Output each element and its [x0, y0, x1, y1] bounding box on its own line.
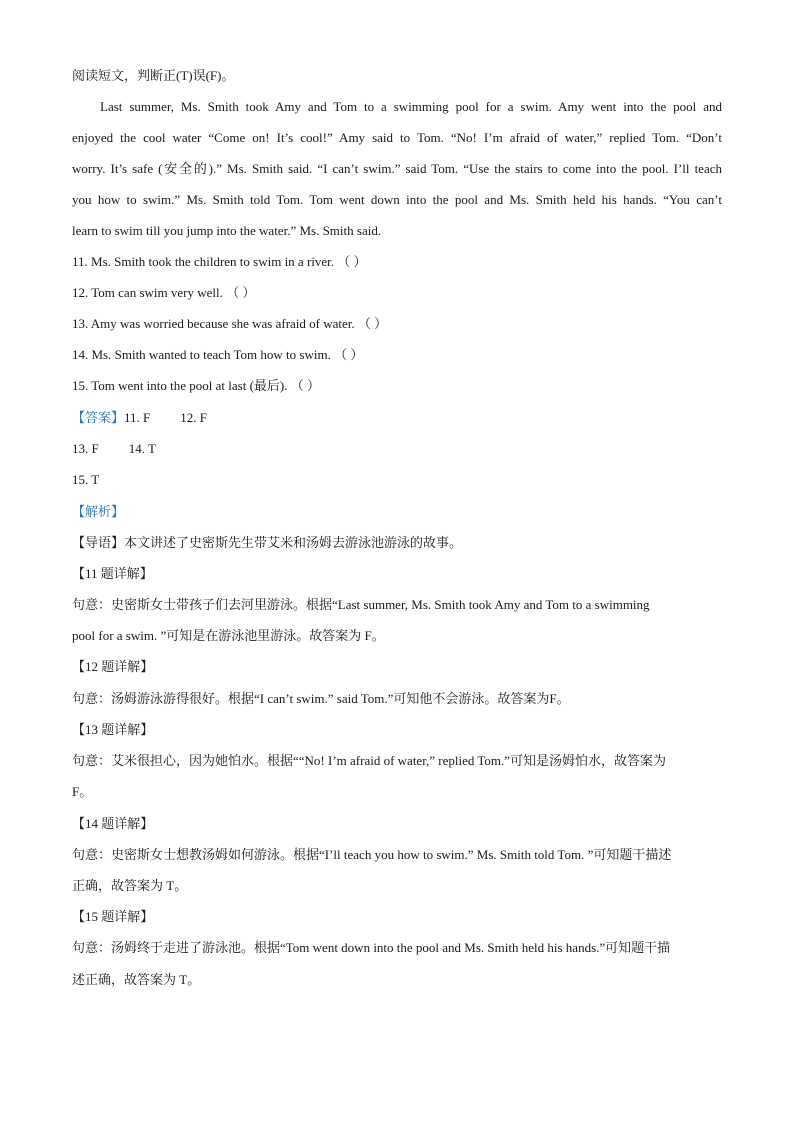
- answer-13: 13. F: [72, 441, 99, 456]
- detail-13-heading: 【13 题详解】: [72, 722, 154, 737]
- instruction: 阅读短文，判断正(T)误(F)。: [72, 68, 235, 83]
- passage-line-5: learn to swim till you jump into the water.” Ms. Smith said.: [72, 223, 382, 238]
- detail-11-line-2: pool for a swim. ”可知是在游泳池里游泳。故答案为 F。: [72, 628, 385, 643]
- detail-15-line-1: 句意：汤姆终于走进了游泳池。根据“Tom went down into the pool and Ms. Smith held his hands.”可知题干描: [72, 940, 671, 955]
- detail-13-line-1: 句意：艾米很担心，因为她怕水。根据““No! I’m afraid of water,” replied Tom.”可知是汤姆怕水，故答案为: [72, 753, 667, 768]
- question-15: 15. Tom went into the pool at last (最后). （ ）: [72, 378, 320, 393]
- detail-12-line-1: 句意：汤姆游泳游得很好。根据“I can’t swim.” said Tom.”可知他不会游泳。故答案为F。: [72, 691, 570, 706]
- question-14: 14. Ms. Smith wanted to teach Tom how to swim. （ ）: [72, 347, 364, 362]
- passage-line-1: Last summer, Ms. Smith took Amy and Tom to a swimming pool for a swim. Amy went into the pool and: [100, 99, 722, 114]
- guide-line: [72, 534, 722, 552]
- detail-13-line-2: F。: [72, 784, 93, 799]
- answer-12: 12. F: [180, 410, 207, 425]
- question-11: 11. Ms. Smith took the children to swim in a river. （ ）: [72, 254, 367, 269]
- guide-label: 【导语】: [72, 535, 125, 550]
- answer-15: 15. T: [72, 472, 100, 487]
- answer-14: 14. T: [128, 441, 156, 456]
- question-13: 13. Amy was worried because she was afraid of water. （ ）: [72, 316, 388, 331]
- passage-line-3: worry. It’s safe (安全的).” Ms. Smith said. “I can’t swim.” said Tom. “Use the stairs to come into the pool. I’ll teach: [72, 161, 722, 176]
- detail-14-line-2: 正确，故答案为 T。: [72, 878, 188, 893]
- guide-text: 本文讲述了史密斯先生带艾米和汤姆去游泳池游泳的故事。: [124, 535, 463, 550]
- answer-row-1: [72, 409, 722, 427]
- detail-14-line-1: 句意：史密斯女士想教汤姆如何游泳。根据“I’ll teach you how to swim.” Ms. Smith told Tom. ”可知题干描述: [72, 847, 672, 862]
- passage-line-2: enjoyed the cool water “Come on! It’s cool!” Amy said to Tom. “No! I’m afraid of water,” replied Tom. “Don’t: [72, 130, 722, 145]
- detail-14-heading: 【14 题详解】: [72, 816, 154, 831]
- answer-row-2: [72, 440, 722, 458]
- detail-15-heading: 【15 题详解】: [72, 909, 154, 924]
- detail-12-heading: 【12 题详解】: [72, 659, 154, 674]
- analysis-label: 【解析】: [72, 504, 125, 519]
- passage-line-4: you how to swim.” Ms. Smith told Tom. Tom went down into the pool and Ms. Smith held his hands. “You can’t: [72, 192, 722, 207]
- answer-label: 【答案】: [72, 410, 125, 425]
- detail-15-line-2: 述正确，故答案为 T。: [72, 972, 201, 987]
- answer-11: 11. F: [124, 410, 151, 425]
- question-12: 12. Tom can swim very well. （ ）: [72, 285, 256, 300]
- detail-11-line-1: 句意：史密斯女士带孩子们去河里游泳。根据“Last summer, Ms. Smith took Amy and Tom to a swimming: [72, 597, 650, 612]
- detail-11-heading: 【11 题详解】: [72, 566, 153, 581]
